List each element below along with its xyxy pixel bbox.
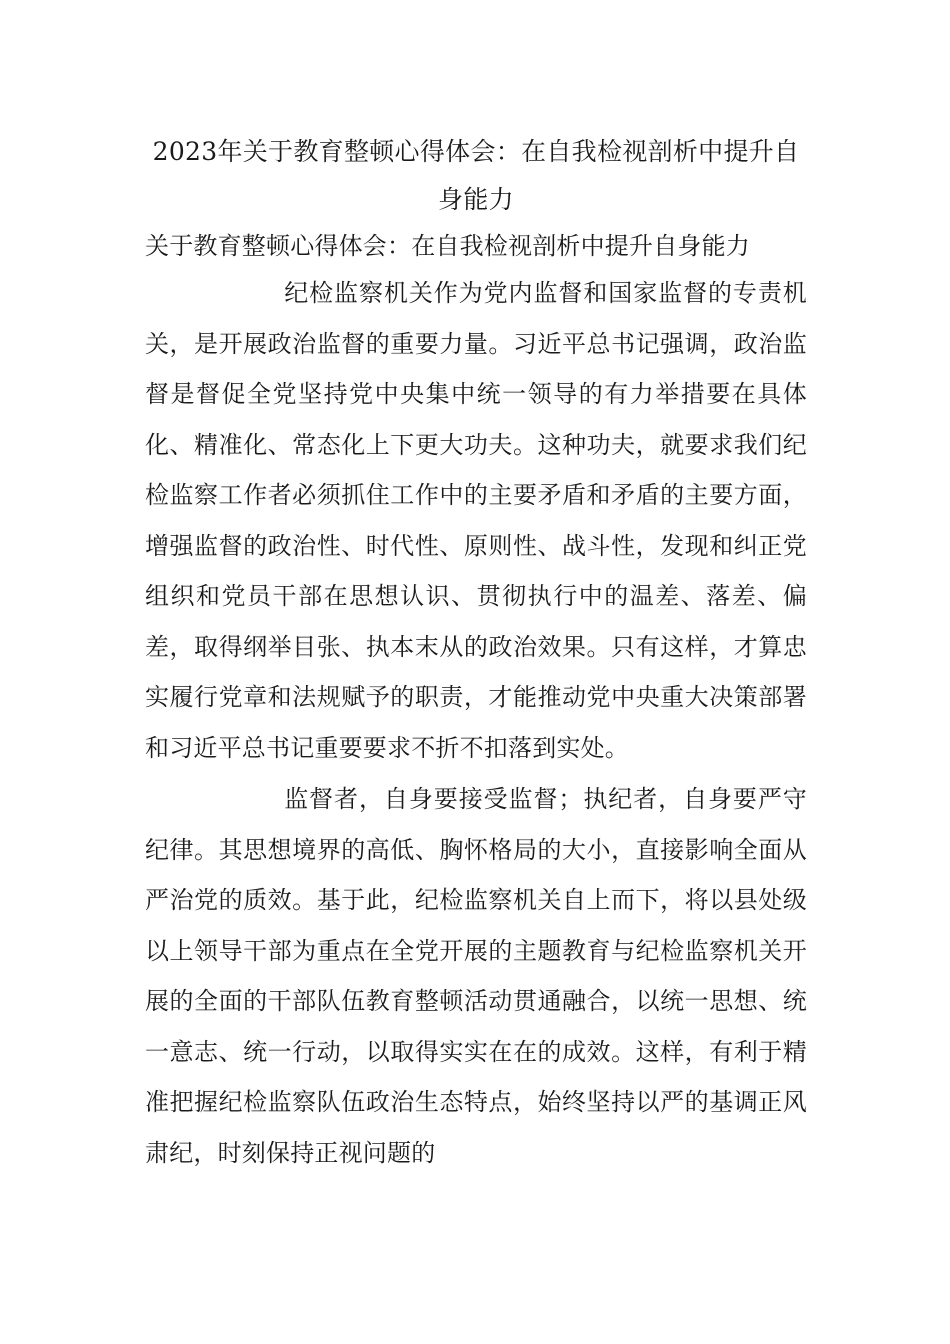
document-title: 2023年关于教育整顿心得体会：在自我检视剖析中提升自身能力 bbox=[152, 137, 800, 214]
paragraph-1: 纪检监察机关作为党内监督和国家监督的专责机关，是开展政治监督的重要力量。习近平总书记强调，政治监督是督促全党坚持党中央集中统一领导的有力举措要在具体化、精准化、常态化上下更大功夫。这种功夫，就要求我们纪检监察工作者必须抓住工作中的主要矛盾和矛盾的主要方面，增强监督的政治性、时代性、原则性、战斗性，发现和纠正党组织和党员干部在思想认识、贯彻执行中的温差、落差、偏差，取得纲举目张、执本末从的政治效果。只有这样，才算忠实履行党章和法规赋予的职责，才能推动党中央重大决策部署和习近平总书记重要要求不折不扣落到实处。 bbox=[145, 279, 807, 762]
paragraph-2: 监督者，自身要接受监督；执纪者，自身要严守纪律。其思想境界的高低、胸怀格局的大小，直接影响全面从严治党的质效。基于此，纪检监察机关自上而下，将以县处级以上领导干部为重点在全党开展的主题教育与纪检监察机关开展的全面的干部队伍教育整顿活动贯通融合，以统一思想、统一意志、统一行动，以取得实实在在的成效。这样，有利于精准把握纪检监察队伍政治生态特点，始终坚持以严的基调正风肃纪，时刻保持正视问题的 bbox=[145, 785, 807, 1167]
document-subtitle: 关于教育整顿心得体会：在自我检视剖析中提升自身能力 bbox=[145, 232, 750, 260]
document-page bbox=[145, 128, 807, 1178]
